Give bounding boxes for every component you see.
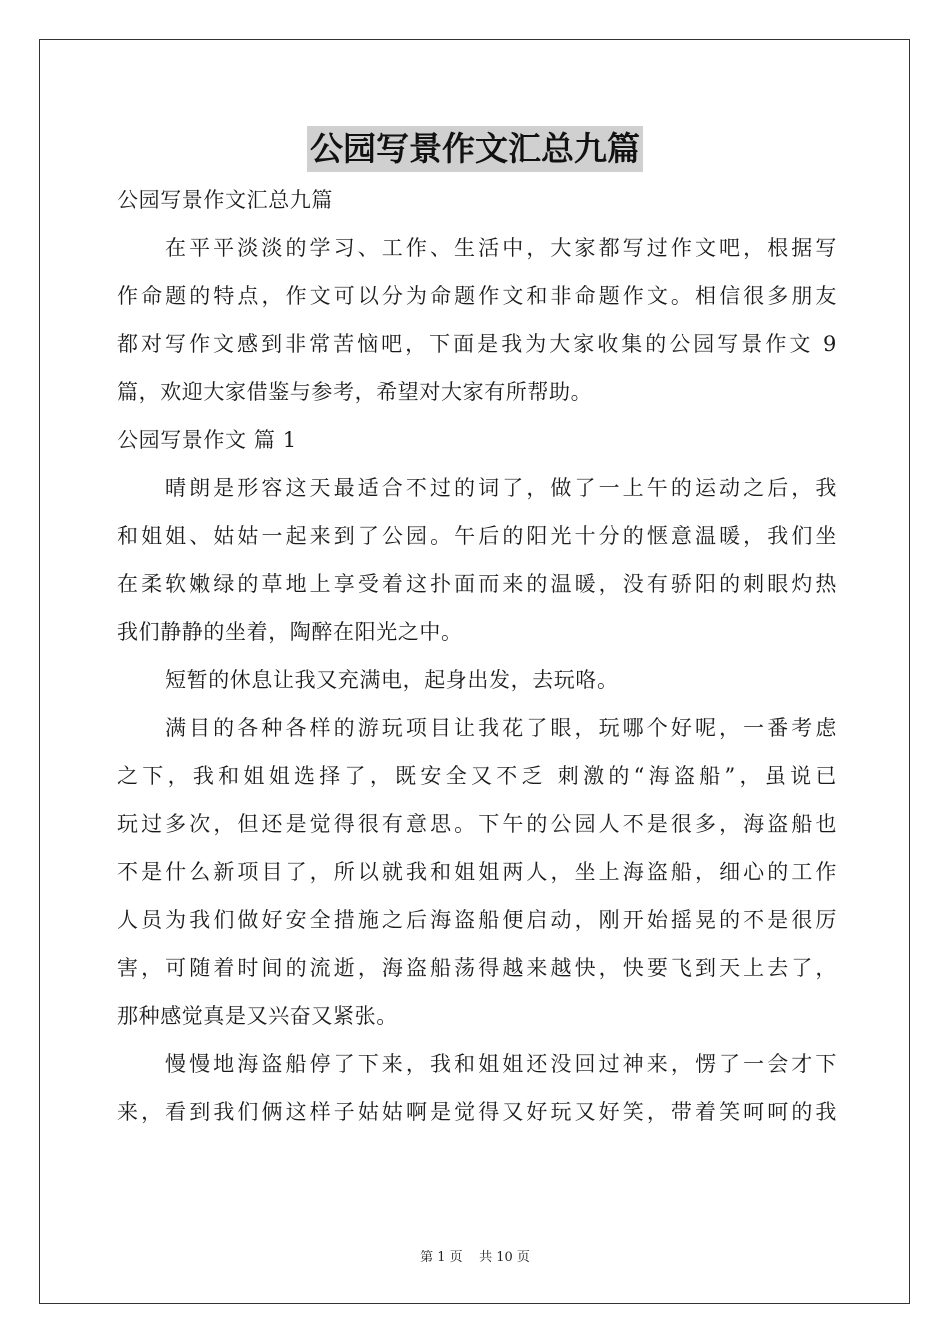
text-line: 满目的各种各样的游玩项目让我花了眼，玩哪个好呢，一番考虑 [165, 716, 837, 740]
text-line: 晴朗是形容这天最适合不过的词了，做了一上午的运动之后，我 [165, 476, 837, 500]
text-line: 之下，我和姐姐选择了，既安全又不乏 刺激的“海盗船”，虽说已 [117, 764, 837, 788]
document-title: 公园写景作文汇总九篇 [307, 126, 643, 172]
text-line: 我们静静的坐着，陶醉在阳光之中。 [117, 620, 463, 644]
text-line: 玩过多次，但还是觉得很有意思。下午的公园人不是很多，海盗船也 [117, 812, 837, 836]
text-line: 公园写景作文 篇 1 [117, 428, 297, 452]
document-body [117, 176, 837, 1136]
text-line: 在柔软嫩绿的草地上享受着这扑面而来的温暖，没有骄阳的刺眼灼热 [117, 572, 837, 596]
text-line: 短暂的休息让我又充满电，起身出发，去玩咯。 [165, 668, 619, 692]
text-line: 那种感觉真是又兴奋又紧张。 [117, 1004, 398, 1028]
text-line: 害，可随着时间的流逝，海盗船荡得越来越快，快要飞到天上去了， [117, 956, 837, 980]
text-line: 都对写作文感到非常苦恼吧，下面是我为大家收集的公园写景作文 9 [117, 332, 837, 356]
text-line: 慢慢地海盗船停了下来，我和姐姐还没回过神来，愣了一会才下 [165, 1052, 837, 1076]
page-number-label: 第 1 页 共 10 页 [420, 1250, 530, 1265]
text-line: 作命题的特点，作文可以分为命题作文和非命题作文。相信很多朋友 [117, 284, 837, 308]
title-container [0, 126, 950, 172]
text-line: 和姐姐、姑姑一起来到了公园。午后的阳光十分的惬意温暖，我们坐 [117, 524, 837, 548]
text-line: 在平平淡淡的学习、工作、生活中，大家都写过作文吧，根据写 [165, 236, 837, 260]
text-line: 公园写景作文汇总九篇 [117, 188, 333, 212]
page-footer [0, 1246, 950, 1265]
text-line: 篇，欢迎大家借鉴与参考，希望对大家有所帮助。 [117, 380, 593, 404]
text-line: 人员为我们做好安全措施之后海盗船便启动，刚开始摇晃的不是很厉 [117, 908, 837, 932]
text-line: 来，看到我们俩这样子姑姑啊是觉得又好玩又好笑，带着笑呵呵的我 [117, 1100, 837, 1124]
text-line: 不是什么新项目了，所以就我和姐姐两人，坐上海盗船，细心的工作 [117, 860, 837, 884]
